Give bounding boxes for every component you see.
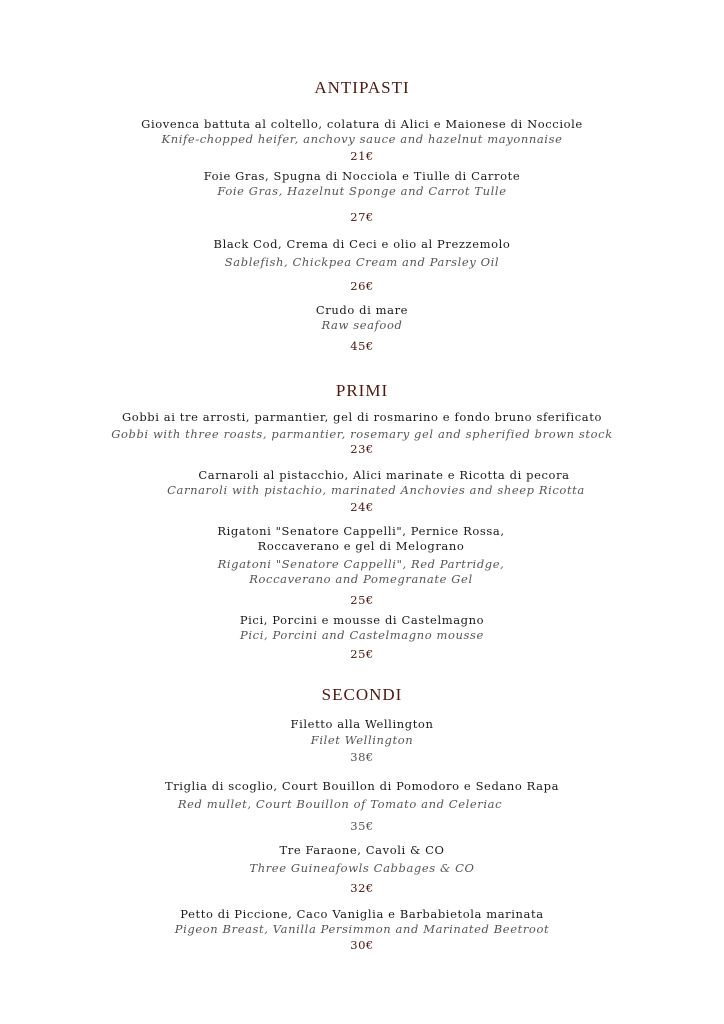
dish-price: 45€: [350, 339, 374, 353]
dish-price: 32€: [350, 881, 374, 895]
dish-english-name: Roccaverano and Pomegranate Gel: [249, 572, 473, 586]
dish-english-name: Three Guineafowls Cabbages & CO: [249, 861, 475, 875]
dish-italian-name: Foie Gras, Spugna di Nocciola e Tiulle di Carrote: [203, 169, 521, 183]
dish-english-name: Gobbi with three roasts, parmantier, rosemary gel and spherified brown stock: [111, 427, 613, 441]
dish-italian-name: Black Cod, Crema di Ceci e olio al Prezzemolo: [213, 237, 511, 251]
dish-price: 25€: [350, 593, 374, 607]
dish-italian-name: Giovenca battuta al coltello, colatura di Alici e Maionese di Nocciole: [141, 117, 583, 131]
dish-price: 21€: [350, 149, 374, 163]
dish-price: 26€: [350, 279, 374, 293]
dish-english-name: Pici, Porcini and Castelmagno mousse: [240, 628, 484, 642]
dish-english-name: Pigeon Breast, Vanilla Persimmon and Marinated Beetroot: [174, 922, 550, 936]
dish-price: 38€: [350, 750, 374, 764]
dish-italian-name: Pici, Porcini e mousse di Castelmagno: [239, 613, 485, 627]
dish-price: 30€: [350, 938, 374, 952]
dish-english-name: Foie Gras, Hazelnut Sponge and Carrot Tulle: [217, 184, 507, 198]
dish-italian-name: Filetto alla Wellington: [290, 717, 434, 731]
section-title-secondi: SECONDI: [321, 685, 403, 704]
dish-price: 23€: [350, 442, 374, 456]
dish-english-name: Sablefish, Chickpea Cream and Parsley Oil: [224, 255, 500, 269]
dish-italian-name: Petto di Piccione, Caco Vaniglia e Barbabietola marinata: [180, 907, 544, 921]
dish-price: 35€: [350, 819, 374, 833]
dish-italian-name: Roccaverano e gel di Melograno: [257, 539, 465, 553]
section-title-antipasti: ANTIPASTI: [314, 78, 410, 97]
dish-italian-name: Rigatoni "Senatore Cappelli", Pernice Rossa,: [217, 524, 505, 538]
dish-italian-name: Triglia di scoglio, Court Bouillon di Pomodoro e Sedano Rapa: [164, 779, 560, 793]
section-title-primi: PRIMI: [335, 381, 389, 400]
dish-italian-name: Gobbi ai tre arrosti, parmantier, gel di rosmarino e fondo bruno sferificato: [122, 410, 602, 424]
dish-price: 24€: [350, 500, 374, 514]
dish-price: 27€: [350, 210, 374, 224]
dish-english-name: Knife-chopped heifer, anchovy sauce and hazelnut mayonnaise: [161, 132, 563, 146]
dish-english-name: Carnaroli with pistachio, marinated Anchovies and sheep Ricotta: [167, 483, 585, 497]
dish-english-name: Red mullet, Court Bouillon of Tomato and Celeriac: [177, 797, 503, 811]
dish-italian-name: Crudo di mare: [315, 303, 409, 317]
dish-price: 25€: [350, 647, 374, 661]
dish-italian-name: Carnaroli al pistacchio, Alici marinate e Ricotta di pecora: [198, 468, 570, 482]
dish-italian-name: Tre Faraone, Cavoli & CO: [279, 843, 445, 857]
dish-english-name: Filet Wellington: [310, 733, 414, 747]
dish-english-name: Raw seafood: [321, 318, 403, 332]
dish-english-name: Rigatoni "Senatore Cappelli", Red Partridge,: [217, 557, 505, 571]
